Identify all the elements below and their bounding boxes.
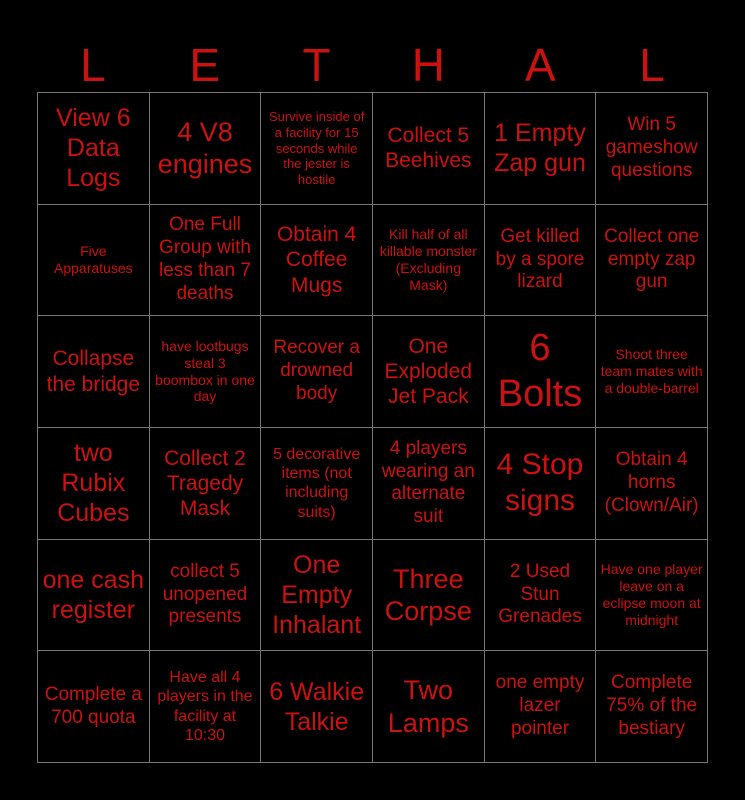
bingo-cell-r3c6[interactable] — [596, 316, 708, 428]
bingo-cell-r1c5[interactable] — [485, 93, 597, 205]
bingo-cell-r6c3[interactable] — [261, 651, 373, 763]
cell-text: collect 5 unopened presents — [162, 560, 248, 628]
bingo-cell-r2c6[interactable] — [596, 205, 708, 317]
bingo-cell-r6c1[interactable] — [38, 651, 150, 763]
bingo-cell-r5c1[interactable] — [38, 540, 150, 652]
cell-text: Collect 2 Tragedy Mask — [164, 446, 246, 520]
bingo-cell-r3c3[interactable] — [261, 316, 373, 428]
cell-text: Have all 4 players in the facility at 10:30 — [157, 669, 253, 744]
bingo-cell-r4c2[interactable] — [150, 428, 262, 540]
cell-text: 5 decorative items (not including suits) — [273, 445, 361, 521]
bingo-cell-r5c3[interactable] — [261, 540, 373, 652]
cell-text: Get killed by a spore lizard — [495, 225, 585, 293]
cell-text: One Exploded Jet Pack — [384, 334, 473, 409]
bingo-cell-r1c1[interactable] — [38, 93, 150, 205]
cell-text: Win 5 gameshow questions — [605, 114, 698, 181]
cell-text: Collect one empty zap gun — [604, 225, 700, 293]
bingo-cell-r6c2[interactable] — [150, 651, 262, 763]
cell-text: Three Corpse — [384, 563, 472, 626]
cell-text: Complete 75% of the bestiary — [606, 672, 698, 740]
bingo-cell-r3c2[interactable] — [150, 316, 262, 428]
header-letter-l2: L — [639, 39, 665, 91]
bingo-cell-r4c5[interactable] — [485, 428, 597, 540]
cell-text: Five Apparatuses — [54, 243, 133, 276]
bingo-header — [37, 38, 708, 92]
bingo-cell-r2c2[interactable] — [150, 205, 262, 317]
bingo-cell-r5c2[interactable] — [150, 540, 262, 652]
cell-text: two Rubix Cubes — [57, 439, 130, 528]
cell-text: one empty lazer pointer — [495, 672, 585, 740]
header-letter-l1: L — [80, 39, 106, 91]
cell-text: Kill half of all killable monster (Excluding Mask) — [379, 226, 477, 293]
cell-text: 4 V8 engines — [157, 116, 253, 180]
bingo-cell-r3c5[interactable] — [485, 316, 597, 428]
cell-text: 6 Bolts — [497, 327, 583, 415]
cell-text: have lootbugs steal 3 boombox in one day — [155, 338, 255, 405]
bingo-cell-r2c3[interactable] — [261, 205, 373, 317]
cell-text: One Empty Inhalant — [272, 550, 362, 639]
cell-text: 4 players wearing an alternate suit — [381, 437, 475, 528]
bingo-cell-r6c4[interactable] — [373, 651, 485, 763]
cell-text: Shoot three team mates with a double-barrel — [600, 346, 703, 397]
cell-text: Have one player leave on a eclipse moon at midnight — [600, 561, 703, 628]
cell-text: 1 Empty Zap gun — [494, 119, 586, 178]
bingo-cell-r4c1[interactable] — [38, 428, 150, 540]
cell-text: Obtain 4 horns (Clown/Air) — [604, 449, 699, 516]
bingo-cell-r4c3[interactable] — [261, 428, 373, 540]
cell-text: Complete a 700 quota — [44, 683, 142, 728]
header-letter-t: T — [302, 39, 331, 91]
bingo-cell-r5c6[interactable] — [596, 540, 708, 652]
cell-text: Obtain 4 Coffee Mugs — [276, 223, 357, 297]
bingo-cell-r4c4[interactable] — [373, 428, 485, 540]
bingo-cell-r5c5[interactable] — [485, 540, 597, 652]
cell-text: Collapse the bridge — [46, 347, 141, 396]
bingo-cell-r6c5[interactable] — [485, 651, 597, 763]
bingo-cell-r1c4[interactable] — [373, 93, 485, 205]
cell-text: Survive inside of a facility for 15 seconds while the jester is hostile — [268, 109, 365, 187]
header-letter-a: A — [524, 39, 556, 91]
bingo-cell-r4c6[interactable] — [596, 428, 708, 540]
cell-text: Recover a drowned body — [273, 337, 360, 405]
cell-text: View 6 Data Logs — [56, 104, 131, 193]
cell-text: Two Lamps — [387, 675, 469, 738]
header-letter-h: H — [411, 39, 446, 91]
bingo-cell-r2c5[interactable] — [485, 205, 597, 317]
cell-text: Collect 5 Beehives — [385, 124, 472, 173]
cell-text: One Full Group with less than 7 deaths — [159, 214, 251, 304]
bingo-cell-r1c6[interactable] — [596, 93, 708, 205]
cell-text: 4 Stop signs — [496, 448, 584, 518]
cell-text: 6 Walkie Talkie — [269, 677, 365, 736]
bingo-cell-r6c6[interactable] — [596, 651, 708, 763]
bingo-cell-r1c2[interactable] — [150, 93, 262, 205]
bingo-cell-r1c3[interactable] — [261, 93, 373, 205]
bingo-cell-r2c1[interactable] — [38, 205, 150, 317]
cell-text: 2 Used Stun Grenades — [498, 560, 582, 628]
bingo-cell-r5c4[interactable] — [373, 540, 485, 652]
cell-text: one cash register — [42, 565, 145, 624]
header-letter-e: E — [189, 39, 221, 91]
bingo-cell-r2c4[interactable] — [373, 205, 485, 317]
bingo-cell-r3c1[interactable] — [38, 316, 150, 428]
bingo-grid — [37, 92, 708, 763]
bingo-cell-r3c4[interactable] — [373, 316, 485, 428]
